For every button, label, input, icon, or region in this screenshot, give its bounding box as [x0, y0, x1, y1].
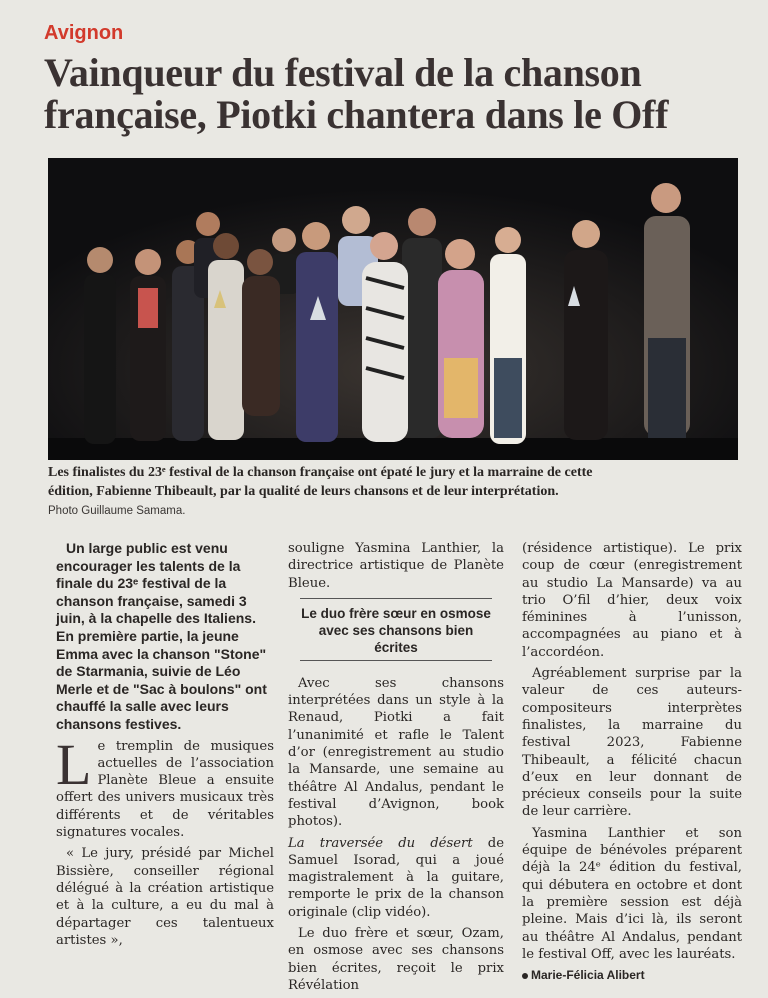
paragraph-7: (résidence artistique). Le prix coup de cœur (enregistrement au studio La Mansarde) va au trio O’fil d’hier, deux voix féminines à l’unisson, accompagnées au piano et à l’accordéon.: [522, 541, 742, 660]
photo-caption: [48, 463, 738, 501]
headline-line-1: Vainqueur du festival de la chanson: [44, 50, 642, 95]
author-name: Marie-Félicia Alibert: [531, 968, 645, 983]
byline: [522, 967, 742, 984]
headline: [44, 52, 744, 136]
paragraph-4: Avec ses chansons interprétées dans un style à la Renaud, Piotki a fait l’unanimité et rafle le Talent d’or (enregistrement au studio la Mansarde, une semaine au théâtre Al Andalus, pendant le festival d’Avignon, book photos).: [288, 675, 504, 830]
section-kicker: Avignon: [44, 22, 124, 44]
paragraph-8: Agréablement surprise par la valeur de ces auteurs-compositeurs interprètes finalistes, la marraine du festival 2023, Fabienne Thibeault, a félicité chacun d’eux en leur donnant de précieux conseils pour la suite de leur carrière.: [522, 666, 742, 820]
paragraph-6: Le duo frère et sœur, Ozam, en osmose avec ses chansons bien écrites, reçoit le prix Révélation: [288, 926, 504, 993]
headline-line-2: française, Piotki chantera dans le Off: [44, 92, 669, 137]
article-column-3: [522, 540, 742, 984]
article-lead: Un large public est venu encourager les talents de la finale du 23ᵉ festival de la chanson française, samedi 3 juin, à la chapelle des Italiens. En première partie, la jeune Emma avec la chanson "Stone" de Starmania, suivie de Léo Merle et de "Sac à boulons" ont chauffé la salle avec leurs chansons festives.: [56, 540, 267, 732]
article-column-1: [56, 540, 274, 953]
paragraph-5-text: de Samuel Isorad, qui a joué magistralement à la guitare, remporte le prix de la chanson originale (clip vidéo).: [288, 835, 504, 920]
caption-line-2: édition, Fabienne Thibeault, par la qualité de leurs chansons et de leur interprétation.: [48, 484, 559, 499]
paragraph-1: [56, 731, 274, 842]
photo-credit: Photo Guillaume Samama.: [48, 505, 186, 517]
intertitle: Le duo frère sœur en osmose avec ses chansons bien écrites: [300, 598, 492, 661]
paragraph-2: « Le jury, présidé par Michel Bissière, conseiller régional délégué à la création artistique et à la culture, a eu du mal à départager ces talentueux artistes »,: [56, 846, 274, 948]
group-photo: [48, 158, 738, 460]
bullet-icon: [522, 973, 528, 979]
caption-line-1: Les finalistes du 23ᵉ festival de la chanson française ont épaté le jury et la marraine de cette: [48, 465, 593, 480]
song-title: La traversée du désert: [288, 835, 473, 851]
paragraph-1-text: e tremplin de musiques actuelles de l’association Planète Bleue a ensuite offert des univers musicaux très différents et de véritables signatures vocales.: [56, 738, 274, 841]
paragraph-9: Yasmina Lanthier et son équipe de bénévoles préparent déjà la 24ᵉ édition du festival, qui débutera en octobre et dont la première session est déjà pleine. Mais d’ici là, ils seront au théâtre Al Andalus, pendant le festival Off, avec les lauréats.: [522, 825, 742, 962]
paragraph-5: [288, 835, 504, 921]
paragraph-3: souligne Yasmina Lanthier, la directrice artistique de Planète Bleue.: [288, 541, 504, 591]
group-photo-illustration: [48, 158, 738, 460]
article-column-2: [288, 540, 504, 998]
drop-cap: L: [56, 731, 92, 797]
